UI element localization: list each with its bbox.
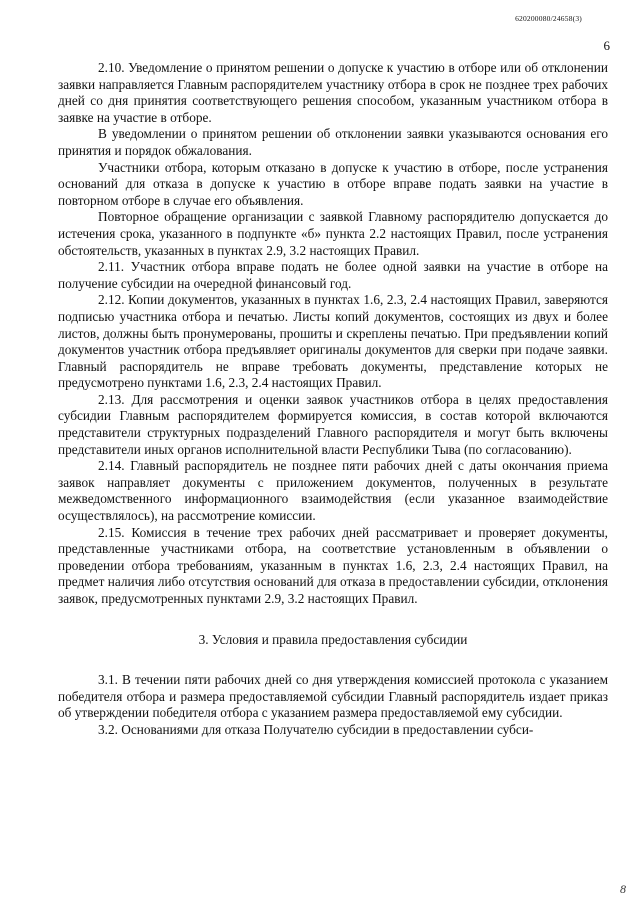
paragraph-2-10-repeat-application: Повторное обращение организации с заявкой Главному распорядителю допускается до истечения срока, указанного в подпункте «б» пункта 2.2 настоящих Правил, после устранения обстоятельств, указанных в пунктах 2.9, 3.2 настоящих Правил. — [58, 209, 608, 258]
paragraph-2-10: 2.10. Уведомление о принятом решении о допуске к участию в отборе или об отклонении заявки направляется Главным распорядителем участнику отбора в срок не позднее трех рабочих дней со дня принятия соответствующего решения способом, указанным участником отбора в заявке на участие в отборе. — [58, 60, 608, 125]
paragraph-3-1: 3.1. В течении пяти рабочих дней со дня утверждения комиссией протокола с указанием победителя отбора и размера предоставляемой субсидии Главный распорядитель издает приказ об утверждении победителя отбора с указанием размера предоставляемой ему субсидии. — [58, 672, 608, 721]
page-number: 6 — [603, 38, 610, 53]
paragraph-2-15: 2.15. Комиссия в течение трех рабочих дней рассматривает и проверяет документы, представленные участниками отбора, на соответствие установленным в объявлении о проведении отбора требованиям, указанным в пунктах 1.6, 2.3, 2.4 настоящих Правил, на предмет наличия либо отсутствия оснований для отказа в предоставлении субсидии, отклонения заявок, предусмотренных пунктами 2.9, 3.2 настоящих Правил. — [58, 524, 608, 606]
paragraph-2-12: 2.12. Копии документов, указанных в пунктах 1.6, 2.3, 2.4 настоящих Правил, заверяются подписью участника отбора и печатью. Листы копий документов, состоящих из двух и более листов, должны быть пронумерованы, прошиты и скреплены печатью. При предъявлении копий документов участник отбора предъявляет оригиналы документов для сверки при подаче заявки. Главный распорядитель не вправе требовать документы, представление которых не предусмотрено пунктами 1.6, 2.3, 2.4 настоящих Правил. — [58, 292, 608, 391]
paragraph-2-10-rejection-notice: В уведомлении о принятом решении об отклонении заявки указываются основания его принятия и порядок обжалования. — [58, 126, 608, 158]
paragraph-2-10-repeat-selection: Участники отбора, которым отказано в допуске к участию в отборе, после устранения оснований для отказа в допуске к участию в отборе вправе подать заявки на участие в повторном отборе в случае его объявления. — [58, 159, 608, 208]
section-title: 3. Условия и правила предоставления субсидии — [198, 631, 468, 647]
paragraph-2-11: 2.11. Участник отбора вправе подать не более одной заявки на участие в отборе на получение субсидии на очередной финансовый год. — [58, 259, 608, 291]
paragraph-2-14: 2.14. Главный распорядитель не позднее пяти рабочих дней с даты окончания приема заявок направляет документы с приложением документов, полученных в результате межведомственного информационного взаимодействия (если указанное взаимодействие осуществлялось), на рассмотрение комиссии. — [58, 458, 608, 524]
document-body — [58, 60, 608, 739]
document-id: 620200080/24658(3) — [515, 14, 582, 23]
paragraph-3-2: 3.2. Основаниями для отказа Получателю субсидии в предоставлении субси- — [98, 721, 534, 737]
corner-mark: 8 — [620, 882, 626, 896]
paragraph-2-13: 2.13. Для рассмотрения и оценки заявок участников отбора в целях предоставления субсидии Главным распорядителем формируется комиссия, в состав которой включаются представители структурных подразделений Главного распорядителя и могут быть включены представители иных органов исполнительной власти Республики Тыва (по согласованию). — [58, 391, 608, 457]
